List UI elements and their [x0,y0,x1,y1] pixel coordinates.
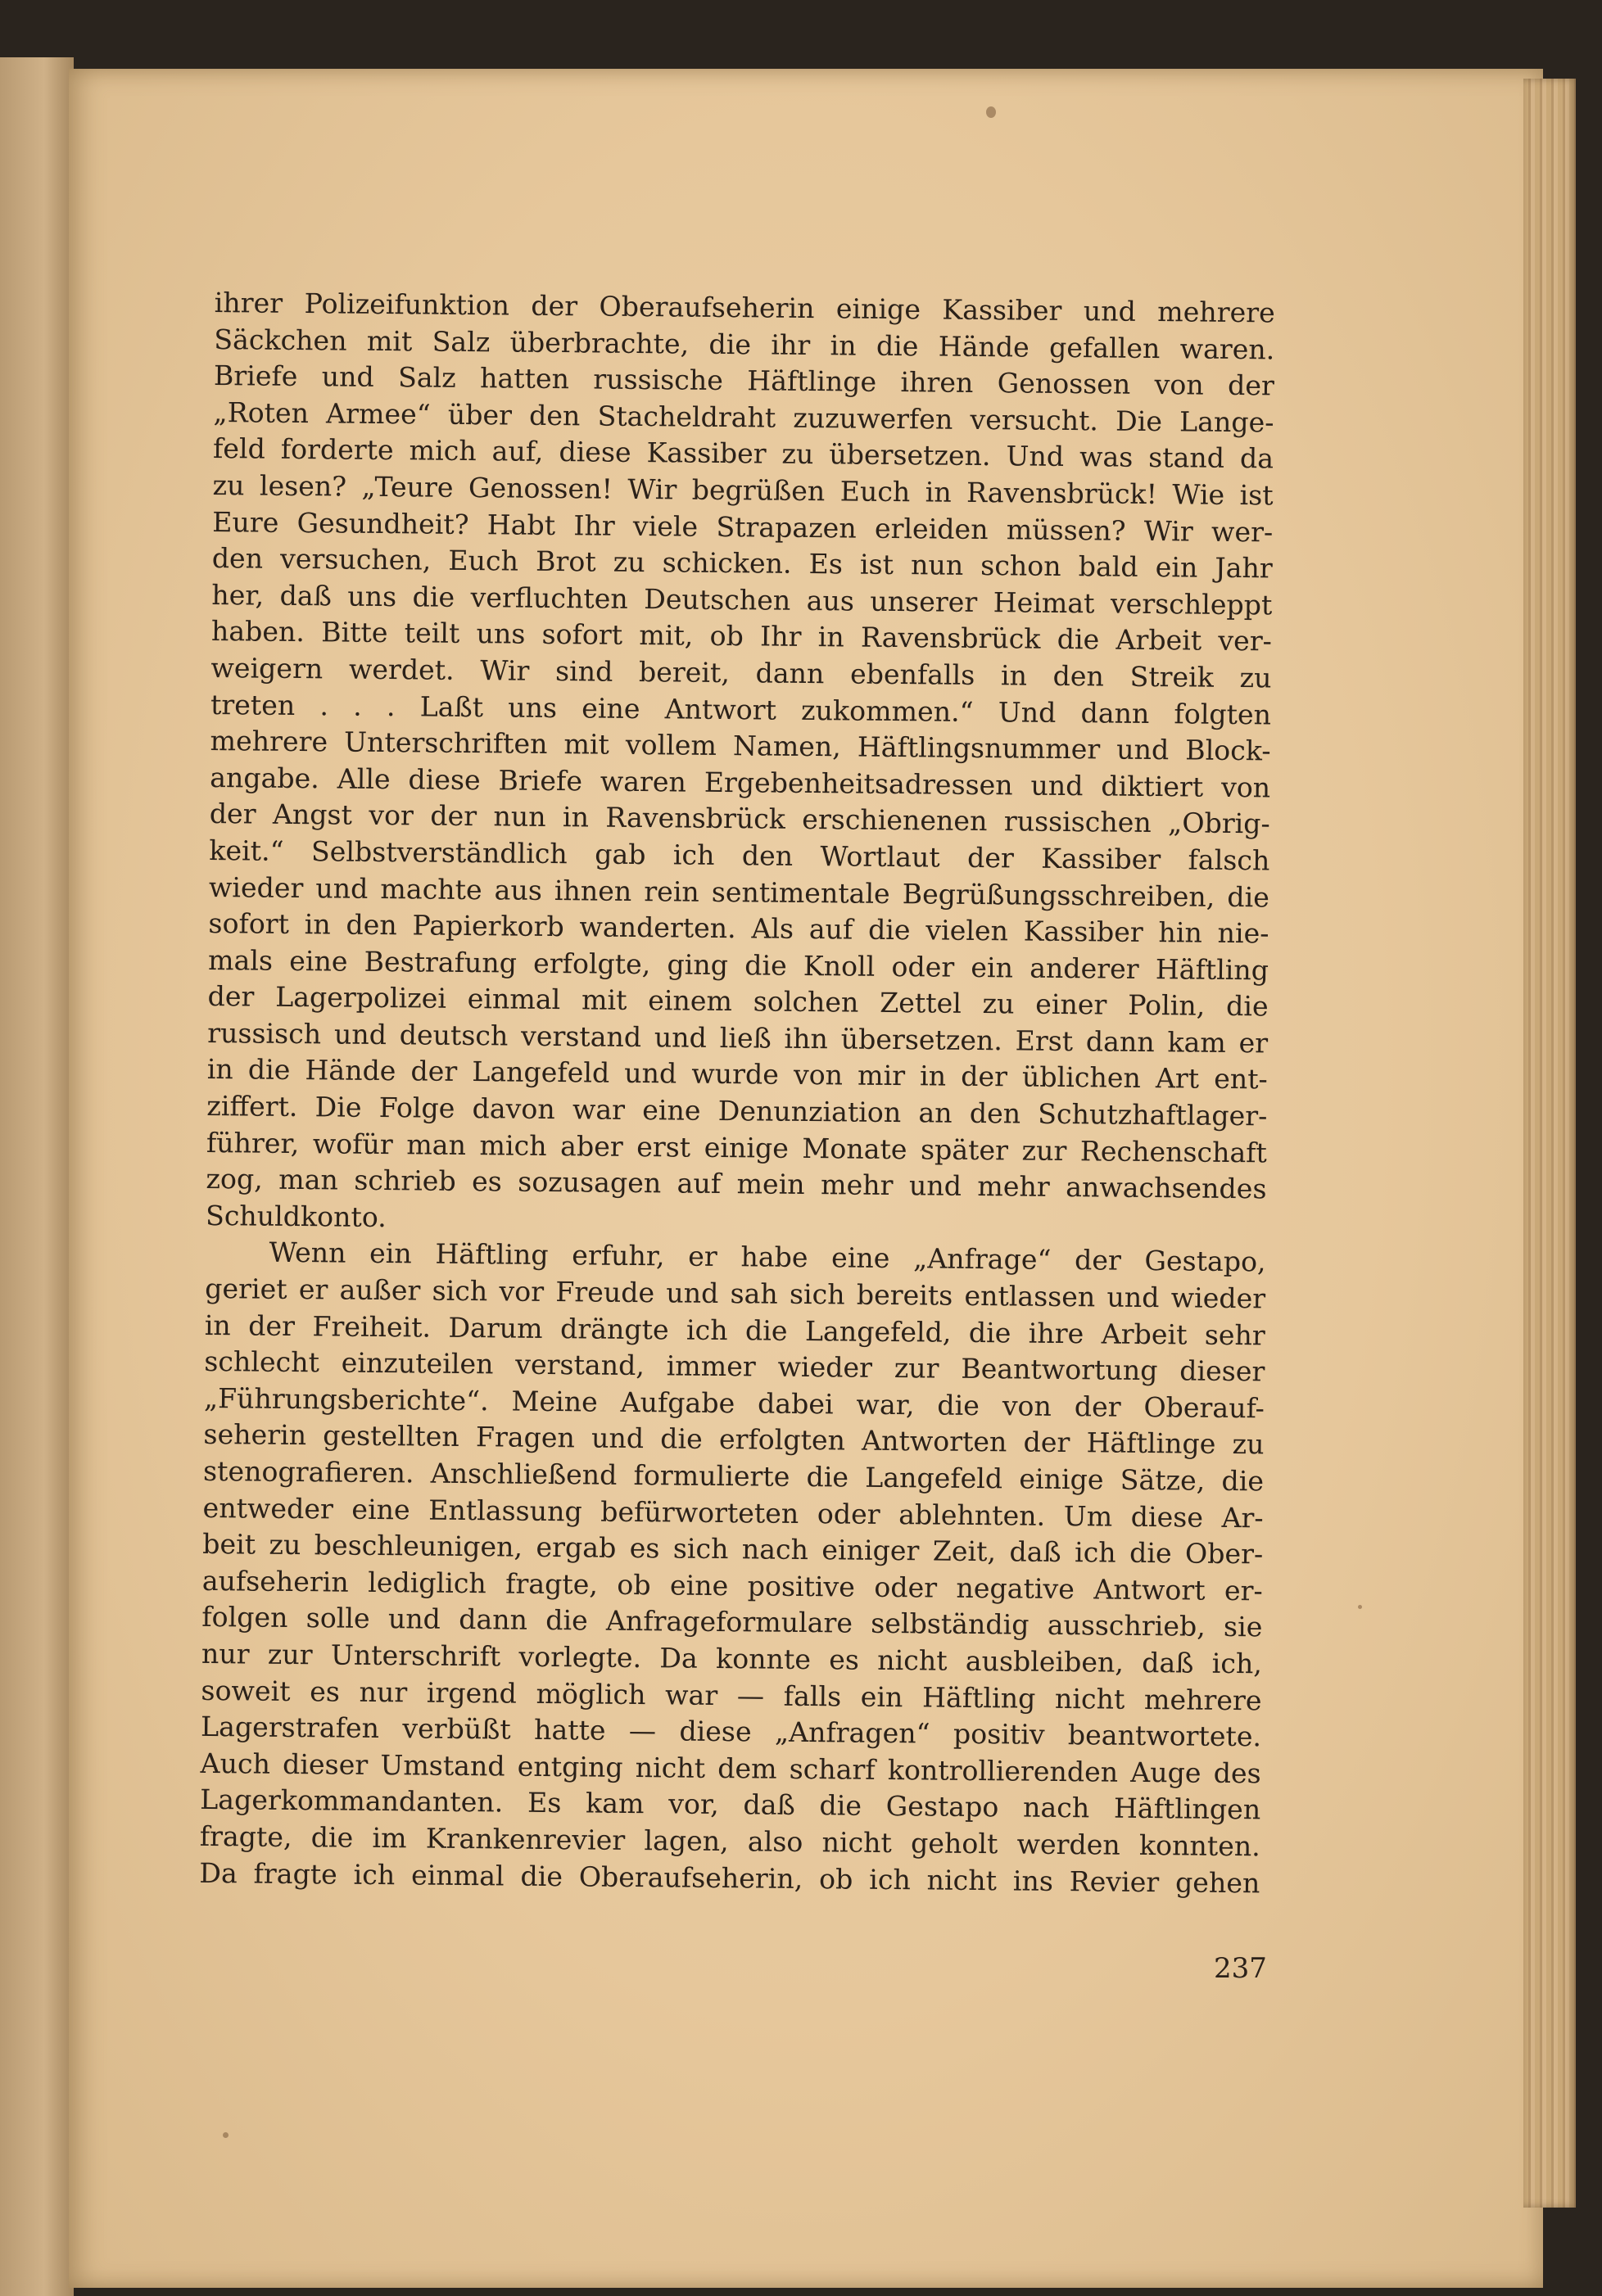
text-line: seherin gestellten Fragen und die erfolgten Antworten der Häftlinge zu [203,1418,1265,1461]
text-line: Schuldkonto. [205,1199,387,1233]
text-line: Da fragte ich einmal die Oberaufseherin, ob ich nicht ins Revier gehen [199,1856,1260,1899]
text-line: in der Freiheit. Darum drängte ich die Langefeld, die ihre Arbeit sehr [204,1308,1265,1351]
text-line: her, daß uns die verfluchten Deutschen aus unserer Heimat verschleppt [211,578,1273,621]
text-line: Eure Gesundheit? Habt Ihr viele Strapazen erleiden müssen? Wir wer- [212,505,1274,548]
body-text [199,285,1275,1901]
text-line: Lagerkommandanten. Es kam vor, daß die Gestapo nach Häftlingen [200,1783,1261,1826]
text-line: zog, man schrieb es sozusagen auf mein mehr und mehr anwachsendes [206,1163,1267,1205]
text-line: führer, wofür man mich aber erst einige Monate später zur Rechenschaft [206,1126,1268,1169]
text-line: beit zu beschleunigen, ergab es sich nach einiger Zeit, daß ich die Ober- [202,1528,1264,1571]
text-line: angabe. Alle diese Briefe waren Ergebenheitsadressen und diktiert von [210,761,1271,804]
text-line: sofort in den Papierkorb wanderten. Als auf die vielen Kassiber hin nie- [208,907,1269,950]
text-line: der Angst vor der nun in Ravensbrück erschienenen russischen „Obrig- [209,798,1270,840]
text-line: Briefe und Salz hatten russische Häftlinge ihren Genossen von der [213,359,1275,402]
text-line: russisch und deutsch verstand und ließ ihn übersetzen. Erst dann kam er [207,1016,1269,1060]
text-line: der Lagerpolizei einmal mit einem solchen Zettel zu einer Polin, die [207,980,1269,1023]
text-line: feld forderte mich auf, diese Kassiber zu übersetzen. Und was stand da [212,432,1274,475]
text-line: geriet er außer sich vor Freude und sah sich bereits entlassen und wieder [205,1272,1266,1315]
text-line: Säckchen mit Salz überbrachte, die ihr in die Hände gefallen waren. [214,323,1275,366]
text-line: mehrere Unterschriften mit vollem Namen, Häftlingsnummer und Block- [210,725,1271,767]
text-line: „Führungsberichte“. Meine Aufgabe dabei war, die von der Oberauf- [203,1381,1265,1425]
text-line: fragte, die im Krankenrevier lagen, also nicht geholt werden konnten. [199,1819,1260,1863]
text-line: schlecht einzuteilen verstand, immer wieder zur Beantwortung dieser [204,1345,1265,1388]
text-line: wieder und machte aus ihnen rein sentimentale Begrüßungsschreiben, die [208,870,1270,913]
text-line: den versuchen, Euch Brot zu schicken. Es ist nun schon bald ein Jahr [211,542,1273,585]
paper-speck [986,106,996,118]
text-line: stenografieren. Anschließend formulierte die Langefeld einige Sätze, die [202,1454,1265,1498]
text-line: soweit es nur irgend möglich war — falls ein Häftling nicht mehrere [201,1674,1262,1716]
text-line: nur zur Unterschrift vorlegte. Da konnte es nicht ausbleiben, daß ich, [201,1637,1263,1680]
text-line: folgen solle und dann die Anfrageformulare selbständig ausschrieb, sie [201,1601,1263,1643]
text-line: Lagerstrafen verbüßt hatte — diese „Anfragen“ positiv beantwortete. [200,1711,1262,1753]
previous-page-edge [0,57,74,2296]
text-line: „Roten Armee“ über den Stacheldraht zuzuwerfen versucht. Die Lange- [213,395,1274,439]
page-number: 237 [1214,1952,1267,1985]
text-line: entweder eine Entlassung befürworteten oder ablehnten. Um diese Ar- [202,1491,1264,1534]
text-line: ziffert. Die Folge davon war eine Denunziation an den Schutzhaftlager- [206,1090,1268,1132]
text-line: in die Hände der Langefeld und wurde von mir in der üblichen Art ent- [206,1053,1268,1096]
text-line: zu lesen? „Teure Genossen! Wir begrüßen Euch in Ravensbrück! Wie ist [212,468,1274,512]
text-line: weigern werdet. Wir sind bereit, dann ebenfalls in den Streik zu [210,651,1272,694]
paper-speck [1358,1605,1362,1609]
text-line: Auch dieser Umstand entging nicht dem scharf kontrollierenden Auge des [200,1747,1261,1790]
text-line: Wenn ein Häftling erfuhr, er habe eine „Anfrage“ der Gestapo, [269,1236,1266,1278]
text-line: keit.“ Selbstverständlich gab ich den Wortlaut der Kassiber falsch [209,834,1270,877]
text-line: haben. Bitte teilt uns sofort mit, ob Ihr in Ravensbrück die Arbeit ver- [210,615,1273,658]
text-line: aufseherin lediglich fragte, ob eine positive oder negative Antwort er- [201,1564,1263,1607]
text-line: ihrer Polizeifunktion der Oberaufseherin einige Kassiber und mehrere [214,286,1275,329]
text-line: treten . . . Laßt uns eine Antwort zukommen.“ Und dann folgten [210,688,1272,730]
paper-speck [223,2132,229,2138]
text-line: mals eine Bestrafung erfolgte, ging die Knoll oder ein anderer Häftling [207,943,1269,987]
page-stack-edge [1523,79,1576,2208]
